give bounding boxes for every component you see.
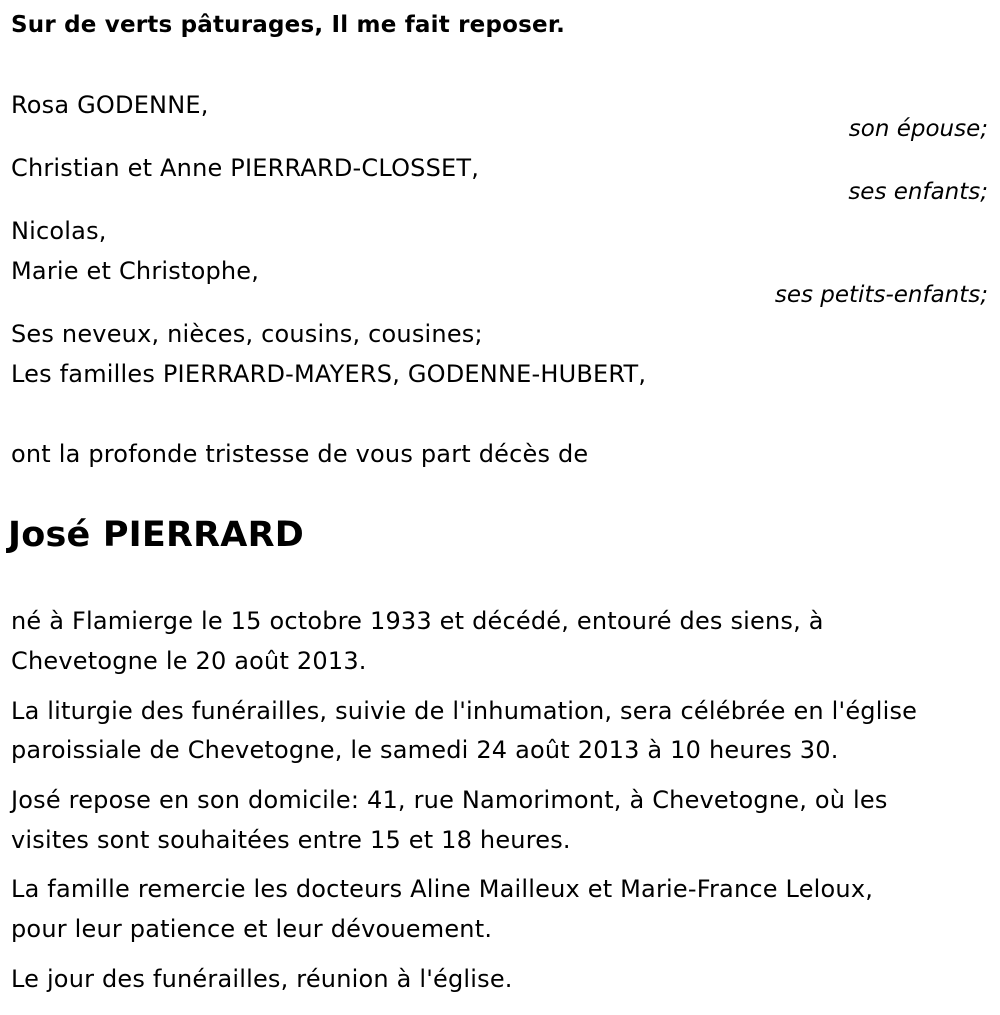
children-role: ses enfants; [848, 179, 988, 205]
deceased-name: José PIERRARD [8, 515, 304, 555]
grandchild-1: Nicolas, [11, 217, 107, 245]
spouse-role: son épouse; [848, 116, 988, 142]
children-names: Christian et Anne PIERRARD-CLOSSET, [11, 154, 480, 182]
grandchild-2: Marie et Christophe, [11, 257, 260, 285]
liturgy-line-2: paroissiale de Chevetogne, le samedi 24 août 2013 à 10 heures 30. [11, 736, 839, 764]
liturgy-line-1: La liturgie des funérailles, suivie de l'inhumation, sera célébrée en l'église [11, 697, 918, 725]
birth-line-1: né à Flamierge le 15 octobre 1933 et décédé, entouré des siens, à [11, 607, 824, 635]
thanks-line-1: La famille remercie les docteurs Aline Mailleux et Marie-France Leloux, [11, 875, 874, 903]
relatives: Ses neveux, nièces, cousins, cousines; [11, 320, 483, 348]
spouse-name: Rosa GODENNE, [11, 91, 209, 119]
epigraph: Sur de verts pâturages, Il me fait reposer. [11, 12, 566, 38]
repose-line-1: José repose en son domicile: 41, rue Namorimont, à Chevetogne, où les [11, 786, 888, 814]
reunion: Le jour des funérailles, réunion à l'église. [11, 965, 513, 993]
repose-line-2: visites sont souhaitées entre 15 et 18 heures. [11, 826, 571, 854]
grandchildren-role: ses petits-enfants; [774, 282, 988, 308]
birth-line-2: Chevetogne le 20 août 2013. [11, 647, 367, 675]
announcement: ont la profonde tristesse de vous part décès de [11, 440, 589, 468]
families: Les familles PIERRARD-MAYERS, GODENNE-HUBERT, [11, 360, 647, 388]
thanks-line-2: pour leur patience et leur dévouement. [11, 915, 493, 943]
